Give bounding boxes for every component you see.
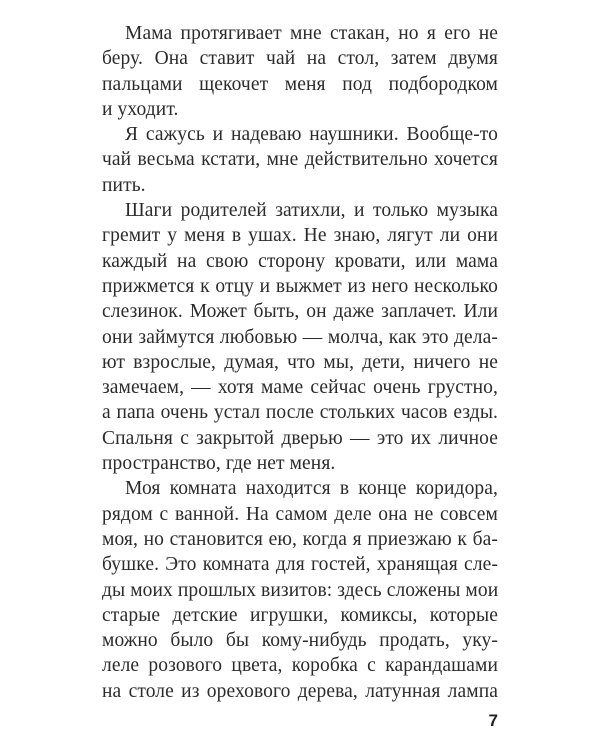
text-line: Шаги родителей затихли, и только музыка (125, 200, 498, 222)
text-line: гремит у меня в ушах. Не знаю, лягут ли они (102, 225, 498, 247)
text-line: рядом с ванной. На самом деле она не совсем (102, 503, 498, 525)
text-line: на столе из орехового дерева, латунная лампа (102, 680, 498, 702)
text-line: ды моих прошлых визитов: здесь сложены мои (102, 579, 499, 601)
text-line: каждый на свою сторону кровати, или мама (102, 250, 498, 272)
text-line: а папа очень устал после стольких часов езды. (102, 402, 498, 424)
text-line: пространство, где нет меня. (102, 453, 336, 475)
page-body-text (102, 21, 498, 704)
text-line: Моя комната находится в конце коридора, (125, 478, 498, 500)
text-line: леле розового цвета, коробка с карандашами (102, 655, 498, 677)
text-line: пить. (102, 174, 146, 196)
text-line: слезинок. Может быть, он даже заплачет. Или (102, 301, 498, 323)
text-line: старые детские игрушки, комиксы, которые (102, 604, 498, 626)
text-line: Мама протягивает мне стакан, но я его не (125, 23, 498, 44)
text-line: моя, но становится ею, когда я приезжаю к ба- (102, 528, 498, 550)
page-number: 7 (488, 711, 498, 730)
text-line: беру. Она ставит чай на стол, затем двумя (102, 48, 498, 70)
text-line: пальцами щекочет меня под подбородком (102, 73, 498, 95)
text-line: ют взрослые, думая, что мы, дети, ничего не (102, 351, 498, 373)
text-line: можно было бы кому-нибудь продать, уку- (102, 630, 498, 652)
text-line: они займутся любовью — молча, как это дела- (102, 326, 498, 348)
text-line: замечаем, — хотя маме сейчас очень грустно, (102, 377, 498, 399)
text-line: бушке. Это комната для гостей, хранящая сле- (102, 554, 498, 576)
text-line: Я сажусь и надеваю наушники. Вообще-то (125, 124, 498, 146)
text-line: чай весьма кстати, мне действительно хочется (102, 149, 498, 171)
text-line: Спальня с закрытой дверью — это их личное (102, 427, 498, 449)
text-line: прижмется к отцу и выжмет из него несколько (102, 275, 498, 297)
text-line: и уходит. (102, 98, 179, 120)
